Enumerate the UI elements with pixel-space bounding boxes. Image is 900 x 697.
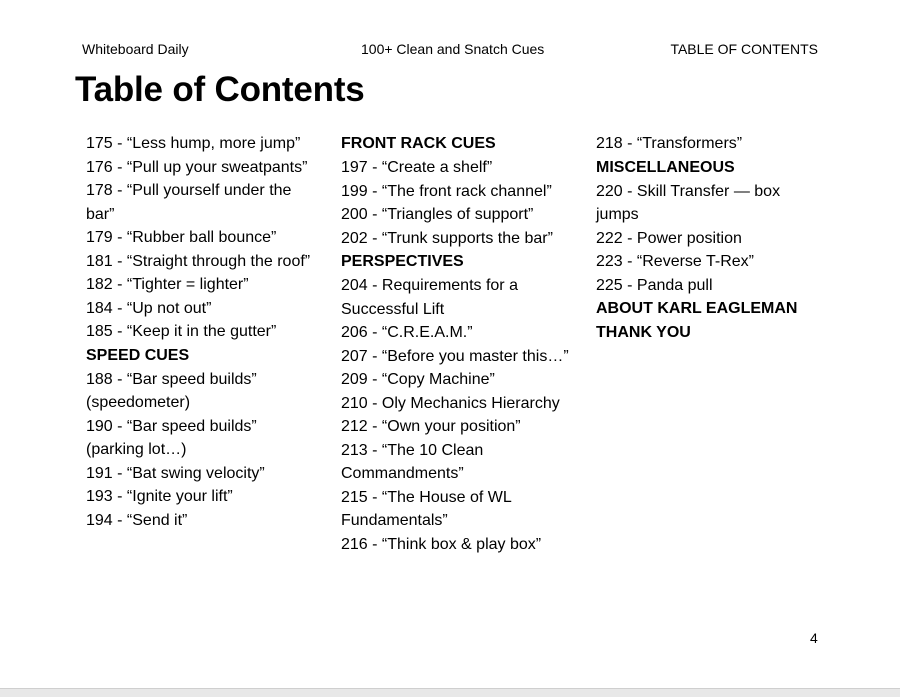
- toc-entry[interactable]: 222 - Power position: [596, 229, 742, 247]
- toc-column-3: [596, 132, 826, 345]
- toc-entry[interactable]: 179 - “Rubber ball bounce”: [86, 229, 277, 246]
- toc-entry[interactable]: 209 - “Copy Machine”: [341, 371, 495, 388]
- toc-entry[interactable]: 197 - “Create a shelf”: [341, 159, 493, 176]
- toc-entry[interactable]: 184 - “Up not out”: [86, 299, 212, 317]
- running-header-right: TABLE OF CONTENTS: [670, 41, 818, 57]
- toc-entry[interactable]: 176 - “Pull up your sweatpants”: [86, 158, 308, 176]
- toc-entry[interactable]: 210 - Oly Mechanics Hierarchy: [341, 394, 560, 412]
- toc-section-heading: PERSPECTIVES: [341, 253, 464, 270]
- toc-entry[interactable]: 193 - “Ignite your lift”: [86, 488, 233, 505]
- toc-entry[interactable]: 225 - Panda pull: [596, 276, 713, 294]
- toc-entry[interactable]: 213 - “The 10 Clean Commandments”: [341, 441, 484, 482]
- toc-entry[interactable]: 216 - “Think box & play box”: [341, 535, 542, 553]
- toc-entry[interactable]: 206 - “C.R.E.A.M.”: [341, 324, 473, 341]
- toc-section-heading: ABOUT KARL EAGLEMAN: [596, 300, 798, 317]
- toc-entry[interactable]: 199 - “The front rack channel”: [341, 182, 552, 200]
- toc-entry[interactable]: 191 - “Bat swing velocity”: [86, 464, 265, 482]
- toc-entry[interactable]: 220 - Skill Transfer — box jumps: [596, 182, 781, 223]
- toc-entry[interactable]: 190 - “Bar speed builds” (parking lot…): [86, 417, 257, 458]
- toc-entry[interactable]: 178 - “Pull yourself under the bar”: [86, 182, 292, 223]
- toc-entry[interactable]: 182 - “Tighter = lighter”: [86, 276, 249, 293]
- toc-entry[interactable]: 223 - “Reverse T-Rex”: [596, 253, 754, 270]
- toc-section-heading: THANK YOU: [596, 324, 691, 341]
- toc-entry[interactable]: 194 - “Send it”: [86, 511, 188, 529]
- toc-entry[interactable]: 200 - “Triangles of support”: [341, 206, 534, 223]
- toc-section-heading: FRONT RACK CUES: [341, 135, 496, 152]
- toc-entry[interactable]: 204 - Requirements for a Successful Lift: [341, 277, 518, 318]
- running-header-center: 100+ Clean and Snatch Cues: [361, 41, 545, 57]
- toc-section-heading: MISCELLANEOUS: [596, 158, 735, 176]
- toc-entry[interactable]: 218 - “Transformers”: [596, 135, 743, 152]
- running-header-left: Whiteboard Daily: [82, 41, 189, 57]
- page-number: 4: [810, 630, 818, 646]
- toc-entry[interactable]: 185 - “Keep it in the gutter”: [86, 323, 277, 340]
- toc-entry[interactable]: 175 - “Less hump, more jump”: [86, 135, 301, 152]
- toc-entry[interactable]: 181 - “Straight through the roof”: [86, 252, 311, 270]
- toc-entry[interactable]: 202 - “Trunk supports the bar”: [341, 229, 553, 247]
- toc-entry[interactable]: 212 - “Own your position”: [341, 418, 521, 435]
- toc-entry[interactable]: 188 - “Bar speed builds” (speedometer): [86, 370, 257, 411]
- toc-column-2: [341, 132, 571, 556]
- toc-column-1: [86, 132, 316, 532]
- page-title: Table of Contents: [75, 70, 365, 109]
- toc-entry[interactable]: 215 - “The House of WL Fundamentals”: [341, 488, 512, 529]
- toc-section-heading: SPEED CUES: [86, 346, 190, 364]
- toc-entry[interactable]: 207 - “Before you master this…”: [341, 347, 569, 365]
